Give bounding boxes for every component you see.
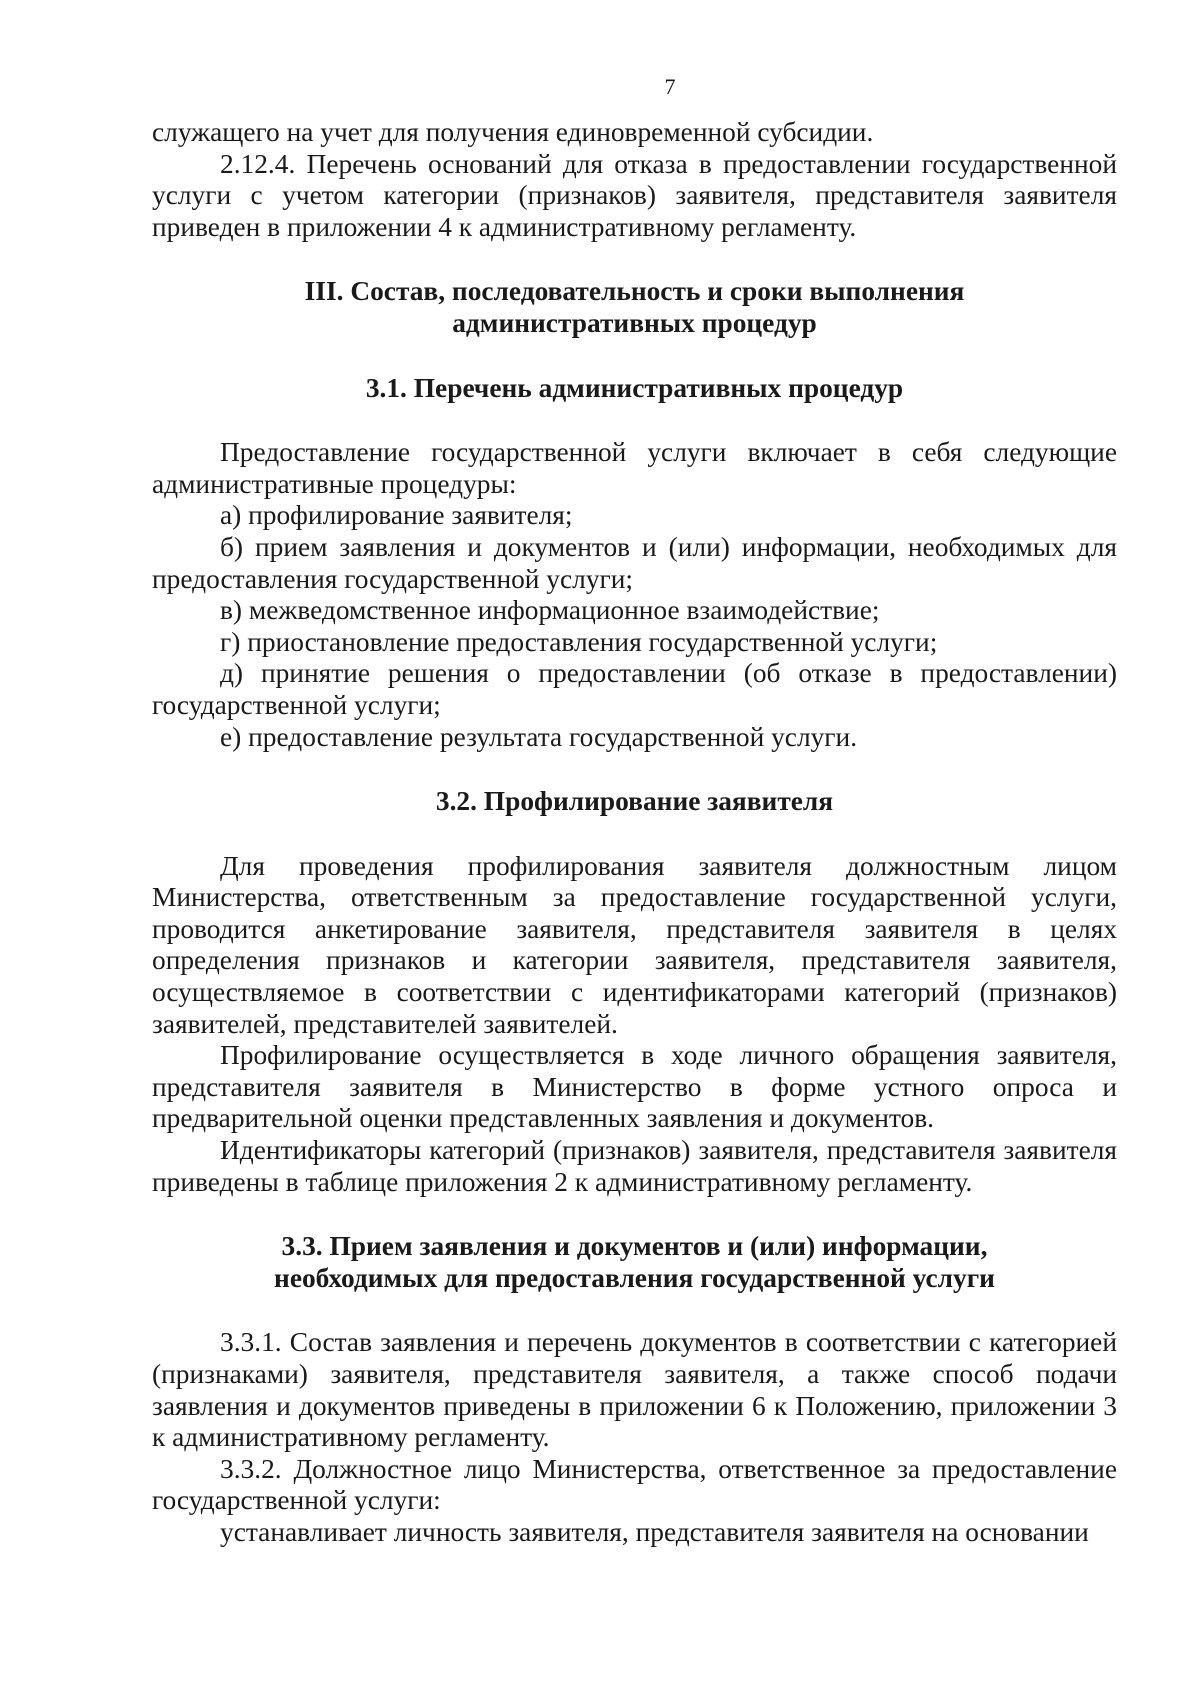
continued-paragraph: служащего на учет для получения единовременной субсидии. bbox=[152, 117, 874, 147]
page-number: 7 bbox=[664, 74, 676, 99]
list-item: б) прием заявления и документов и (или) информации, необходимых для предоставления государственной услуги; bbox=[152, 531, 1117, 594]
section-3-title-line-2: административных процедур bbox=[452, 307, 817, 338]
document-body bbox=[152, 117, 1117, 1549]
list-item: д) принятие решения о предоставлении (об отказе в предоставлении) государственной услуги; bbox=[152, 658, 1117, 720]
section-3-1-title: 3.1. Перечень административных процедур bbox=[365, 372, 904, 403]
list-item: а) профилирование заявителя; bbox=[220, 500, 573, 531]
section-3-2-title: 3.2. Профилирование заявителя bbox=[435, 786, 834, 817]
section-3-title bbox=[152, 276, 1117, 339]
section-3-3-title bbox=[152, 1231, 1117, 1294]
list-item: в) межведомственное информационное взаимодействие; bbox=[220, 595, 880, 626]
paragraph: Для проведения профилирования заявителя должностным лицом Министерства, ответственным за предоставление государственной услуги, проводится анкетирование заявителя, представителя заявителя в целях определения признаков и категории заявителя, представителя заявителя, осуществляемое в соответствии с идентификаторами категорий (признаков) заявителей, представителей заявителей. bbox=[152, 850, 1117, 1039]
paragraph: Профилирование осуществляется в ходе личного обращения заявителя, представителя заявителя в Министерство в форме устного опроса и предварительной оценки представленных заявления и документов. bbox=[152, 1040, 1117, 1134]
paragraph-3-3-2: 3.3.2. Должностное лицо Министерства, ответственное за предоставление государственной услуги: bbox=[152, 1453, 1117, 1516]
paragraph-2-12-4: 2.12.4. Перечень оснований для отказа в предоставлении государственной услуги с учетом категории (признаков) заявителя, представителя заявителя приведен в приложении 4 к административному регламенту. bbox=[152, 148, 1117, 242]
paragraph-3-3-1: 3.3.1. Состав заявления и перечень документов в соответствии с категорией (признаками) заявителя, представителя заявителя, а также способ подачи заявления и документов приведены в приложении 6 к Положению, приложении 3 к административному регламенту. bbox=[152, 1327, 1117, 1453]
list-item: е) предоставление результата государственной услуги. bbox=[220, 721, 858, 752]
paragraph: устанавливает личность заявителя, представителя заявителя на основании bbox=[220, 1516, 1089, 1547]
section-3-3-title-line-2: необходимых для предоставления государственной услуги bbox=[274, 1262, 995, 1293]
section-3-3-title-line-1: 3.3. Прием заявления и документов и (или) информации, bbox=[281, 1231, 988, 1262]
section-3-1-intro: Предоставление государственной услуги включает в себя следующие административные процедуры: bbox=[152, 437, 1117, 499]
section-3-title-line-1: III. Состав, последовательность и сроки выполнения bbox=[304, 276, 965, 307]
list-item: г) приостановление предоставления государственной услуги; bbox=[220, 626, 938, 657]
paragraph: Идентификаторы категорий (признаков) заявителя, представителя заявителя приведены в таблице приложения 2 к административному регламенту. bbox=[152, 1135, 1117, 1197]
